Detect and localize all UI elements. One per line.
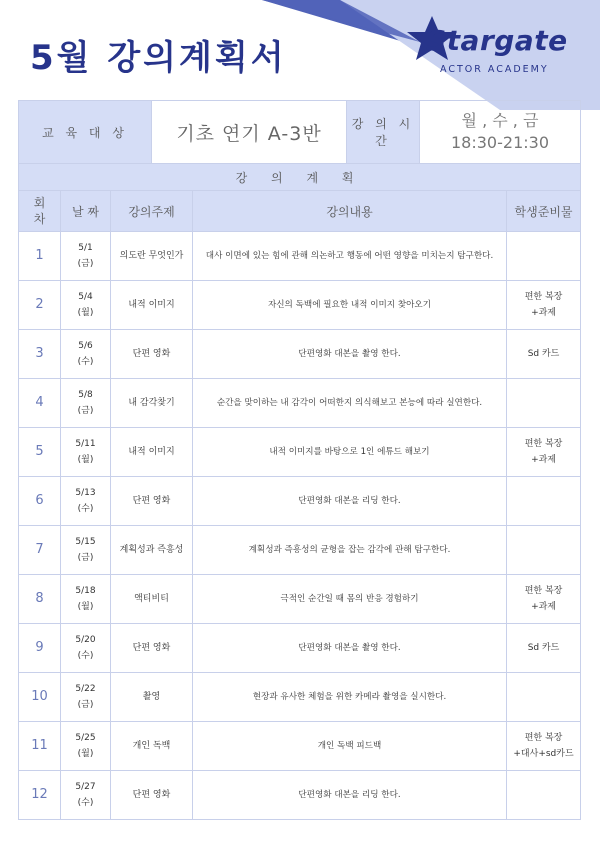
date-value: 5/15 (75, 537, 96, 547)
weekday: (수) (77, 504, 94, 514)
session-number: 5 (19, 428, 61, 477)
header-topic: 강의주제 (111, 191, 193, 232)
session-date (61, 526, 111, 575)
date-value: 5/18 (75, 586, 96, 596)
academy-logo (404, 14, 584, 84)
date-value: 5/6 (78, 341, 93, 351)
schedule-row (19, 624, 581, 673)
session-date (61, 673, 111, 722)
session-number: 2 (19, 281, 61, 330)
session-topic: 내 감각찾기 (111, 379, 193, 428)
session-number: 12 (19, 771, 61, 820)
date-value: 5/27 (75, 782, 96, 792)
weekday: (금) (77, 259, 94, 269)
logo-name: Stargate (426, 24, 568, 57)
schedule-row (19, 281, 581, 330)
weekday: (월) (77, 455, 94, 465)
schedule-row (19, 722, 581, 771)
session-topic: 계획성과 즉흥성 (111, 526, 193, 575)
header-content: 강의내용 (193, 191, 507, 232)
session-number: 11 (19, 722, 61, 771)
session-date (61, 330, 111, 379)
session-topic: 단편 영화 (111, 477, 193, 526)
session-content: 단편영화 대본을 리딩 한다. (193, 771, 507, 820)
page-title: 5월 강의계획서 (30, 38, 287, 78)
weekday: (수) (77, 357, 94, 367)
weekday: (월) (77, 749, 94, 759)
header-date: 날 짜 (61, 191, 111, 232)
session-content: 순간을 맞이하는 내 감각이 어떠한지 의식해보고 본능에 따라 실연한다. (193, 379, 507, 428)
session-topic: 내적 이미지 (111, 281, 193, 330)
session-supplies (507, 526, 581, 575)
session-supplies: Sd 카드 (507, 624, 581, 673)
session-supplies (507, 477, 581, 526)
session-supplies (507, 232, 581, 281)
schedule-title: 강 의 계 획 (19, 164, 581, 191)
session-number: 7 (19, 526, 61, 575)
session-number: 3 (19, 330, 61, 379)
header-supplies: 학생준비물 (507, 191, 581, 232)
session-content: 단편영화 대본을 리딩 한다. (193, 477, 507, 526)
date-value: 5/25 (75, 733, 96, 743)
session-date (61, 722, 111, 771)
session-topic: 단편 영화 (111, 330, 193, 379)
session-content: 자신의 독백에 필요한 내적 이미지 찾아오기 (193, 281, 507, 330)
weekday: (수) (77, 651, 94, 661)
session-supplies (507, 379, 581, 428)
time-label: 강 의 시 간 (347, 101, 420, 164)
session-supplies: 편한 복장 +대사+sd카드 (507, 722, 581, 771)
session-date (61, 624, 111, 673)
session-number: 8 (19, 575, 61, 624)
session-supplies: 편한 복장 +과제 (507, 428, 581, 477)
date-value: 5/4 (78, 292, 93, 302)
session-topic: 촬영 (111, 673, 193, 722)
session-content: 단편영화 대본을 촬영 한다. (193, 624, 507, 673)
session-topic: 단편 영화 (111, 771, 193, 820)
session-date (61, 232, 111, 281)
target-label: 교 육 대 상 (19, 101, 152, 164)
session-supplies: 편한 복장 +과제 (507, 281, 581, 330)
schedule-row (19, 232, 581, 281)
class-info-table (18, 100, 581, 164)
class-hours: 18:30-21:30 (451, 133, 549, 152)
session-date (61, 379, 111, 428)
schedule-row (19, 428, 581, 477)
session-supplies: 편한 복장 +과제 (507, 575, 581, 624)
schedule-table (18, 163, 581, 820)
session-topic: 액티비티 (111, 575, 193, 624)
session-date (61, 281, 111, 330)
session-number: 4 (19, 379, 61, 428)
session-content: 단편영화 대본을 촬영 한다. (193, 330, 507, 379)
weekday: (금) (77, 406, 94, 416)
session-date (61, 428, 111, 477)
date-value: 5/13 (75, 488, 96, 498)
date-value: 5/11 (75, 439, 96, 449)
schedule-row (19, 477, 581, 526)
schedule-row (19, 575, 581, 624)
date-value: 5/22 (75, 684, 96, 694)
weekday: (월) (77, 602, 94, 612)
session-content: 계획성과 즉흥성의 균형을 잡는 감각에 관해 탐구한다. (193, 526, 507, 575)
session-date (61, 477, 111, 526)
header-session: 회 차 (19, 191, 61, 232)
session-content: 현장과 유사한 체험을 위한 카메라 촬영을 실시한다. (193, 673, 507, 722)
schedule-row (19, 379, 581, 428)
session-number: 10 (19, 673, 61, 722)
session-number: 6 (19, 477, 61, 526)
session-date (61, 771, 111, 820)
session-supplies (507, 673, 581, 722)
session-topic: 내적 이미지 (111, 428, 193, 477)
logo-subtitle: ACTOR ACADEMY (440, 64, 549, 75)
session-date (61, 575, 111, 624)
session-number: 9 (19, 624, 61, 673)
weekday: (금) (77, 553, 94, 563)
session-content: 극적인 순간일 때 몸의 반응 경험하기 (193, 575, 507, 624)
session-topic: 개인 독백 (111, 722, 193, 771)
session-supplies: Sd 카드 (507, 330, 581, 379)
session-supplies (507, 771, 581, 820)
class-days: 월 , 수 , 금 (461, 111, 539, 130)
date-value: 5/8 (78, 390, 93, 400)
schedule-row (19, 526, 581, 575)
weekday: (수) (77, 798, 94, 808)
date-value: 5/20 (75, 635, 96, 645)
date-value: 5/1 (78, 243, 93, 253)
session-content: 개인 독백 피드백 (193, 722, 507, 771)
session-topic: 단편 영화 (111, 624, 193, 673)
session-content: 대사 이면에 있는 힘에 관해 의논하고 행동에 어떤 영향을 미치는지 탐구한다. (193, 232, 507, 281)
session-topic: 의도란 무엇인가 (111, 232, 193, 281)
session-number: 1 (19, 232, 61, 281)
class-time (420, 101, 581, 164)
schedule-row (19, 330, 581, 379)
weekday: (금) (77, 700, 94, 710)
class-name: 기초 연기 A-3반 (152, 101, 347, 164)
schedule-row (19, 673, 581, 722)
weekday: (월) (77, 308, 94, 318)
session-content: 내적 이미지를 바탕으로 1인 에튜드 해보기 (193, 428, 507, 477)
schedule-row (19, 771, 581, 820)
